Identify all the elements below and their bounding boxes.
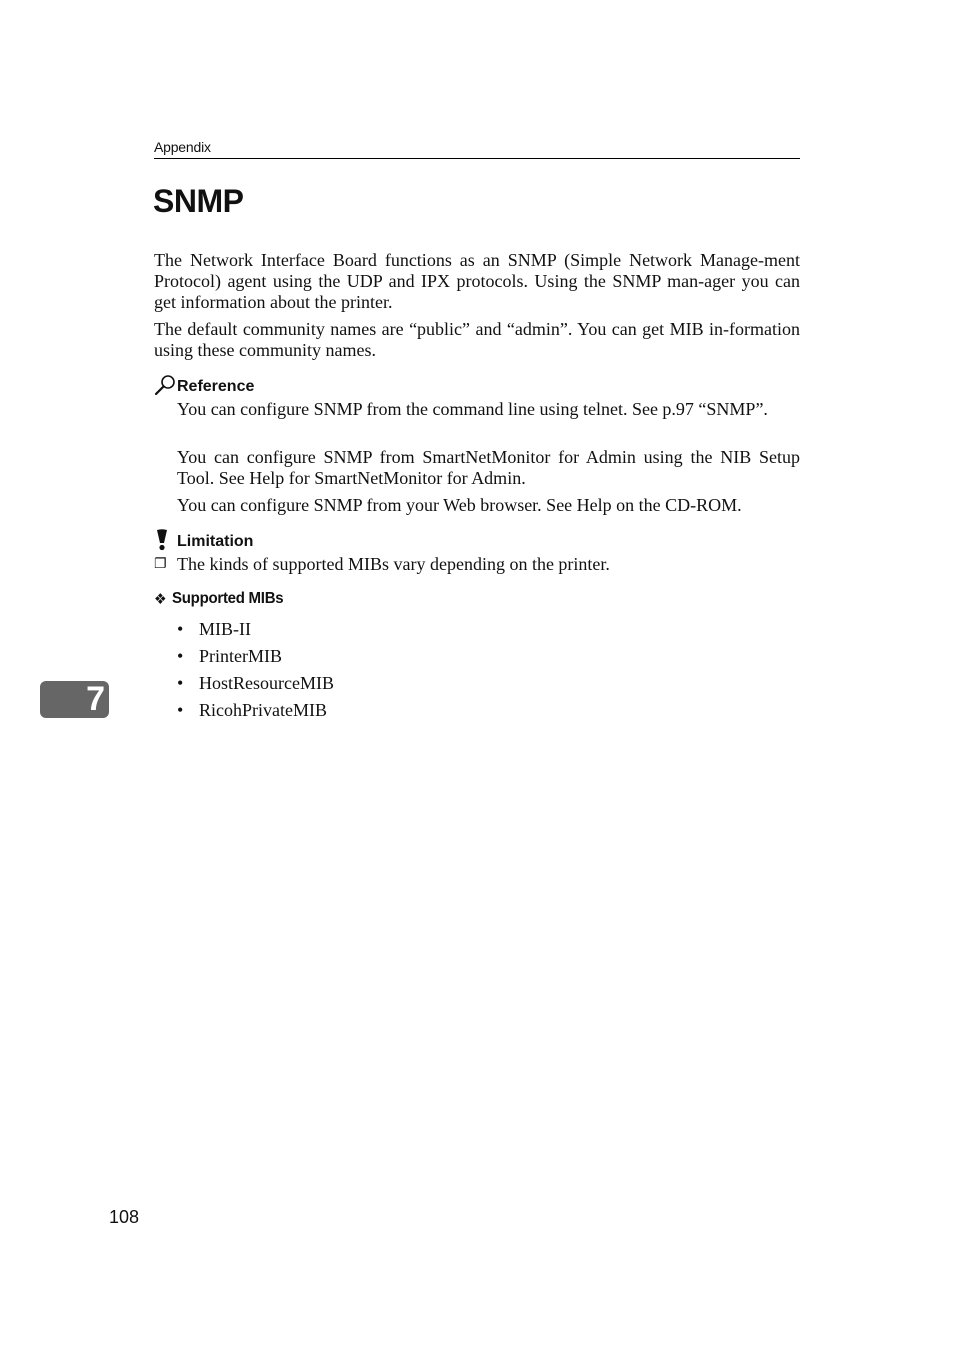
bullet-icon: • (177, 619, 184, 639)
limitation-text: The kinds of supported MIBs vary depending on the printer. (177, 554, 610, 574)
mib-name: PrinterMIB (199, 646, 282, 666)
limitation-heading-label: Limitation (177, 533, 254, 550)
bullet-icon: • (177, 700, 184, 720)
list-item (177, 700, 334, 727)
reference-heading (154, 372, 254, 396)
reference-paragraph: You can configure SNMP from your Web browser. See Help on the CD-ROM. (177, 495, 742, 515)
page-number: 108 (109, 1207, 140, 1227)
reference-paragraph: You can configure SNMP from SmartNetMonitor for Admin using the NIB Setup Tool. See Help for SmartNetMonitor for Admin. (177, 447, 800, 488)
reference-paragraph: You can configure SNMP from the command line using telnet. See p.97 “SNMP”. (177, 399, 768, 419)
bullet-icon: • (177, 646, 184, 666)
diamond-icon: ❖ (154, 590, 167, 608)
running-header: Appendix (154, 139, 211, 155)
list-item (177, 619, 334, 646)
supported-mibs-heading-label: Supported MIBs (172, 590, 284, 607)
reference-heading-label: Reference (177, 378, 255, 395)
bullet-icon: • (177, 673, 184, 693)
page-title: SNMP (153, 183, 244, 219)
mib-name: HostResourceMIB (199, 673, 334, 693)
exclamation-icon (154, 529, 170, 551)
mib-name: MIB-II (199, 619, 251, 639)
list-item (177, 673, 334, 700)
mib-name: RicohPrivateMIB (199, 700, 327, 720)
chapter-tab: 7 (40, 681, 109, 718)
limitation-item (154, 554, 800, 575)
checkbox-icon: ❐ (154, 556, 167, 572)
intro-paragraph: The Network Interface Board functions as an SNMP (Simple Network Manage-ment Protocol) agent using the UDP and IPX protocols. Using the SNMP man-ager you can get information about the printer. (154, 250, 800, 312)
intro-paragraph: The default community names are “public” and “admin”. You can get MIB in-formation using these community names. (154, 319, 800, 360)
mib-list (177, 619, 334, 727)
list-item (177, 646, 334, 673)
magnifier-icon (154, 374, 176, 396)
supported-mibs-heading (154, 590, 283, 608)
header-rule (154, 158, 800, 159)
limitation-heading (154, 527, 253, 551)
